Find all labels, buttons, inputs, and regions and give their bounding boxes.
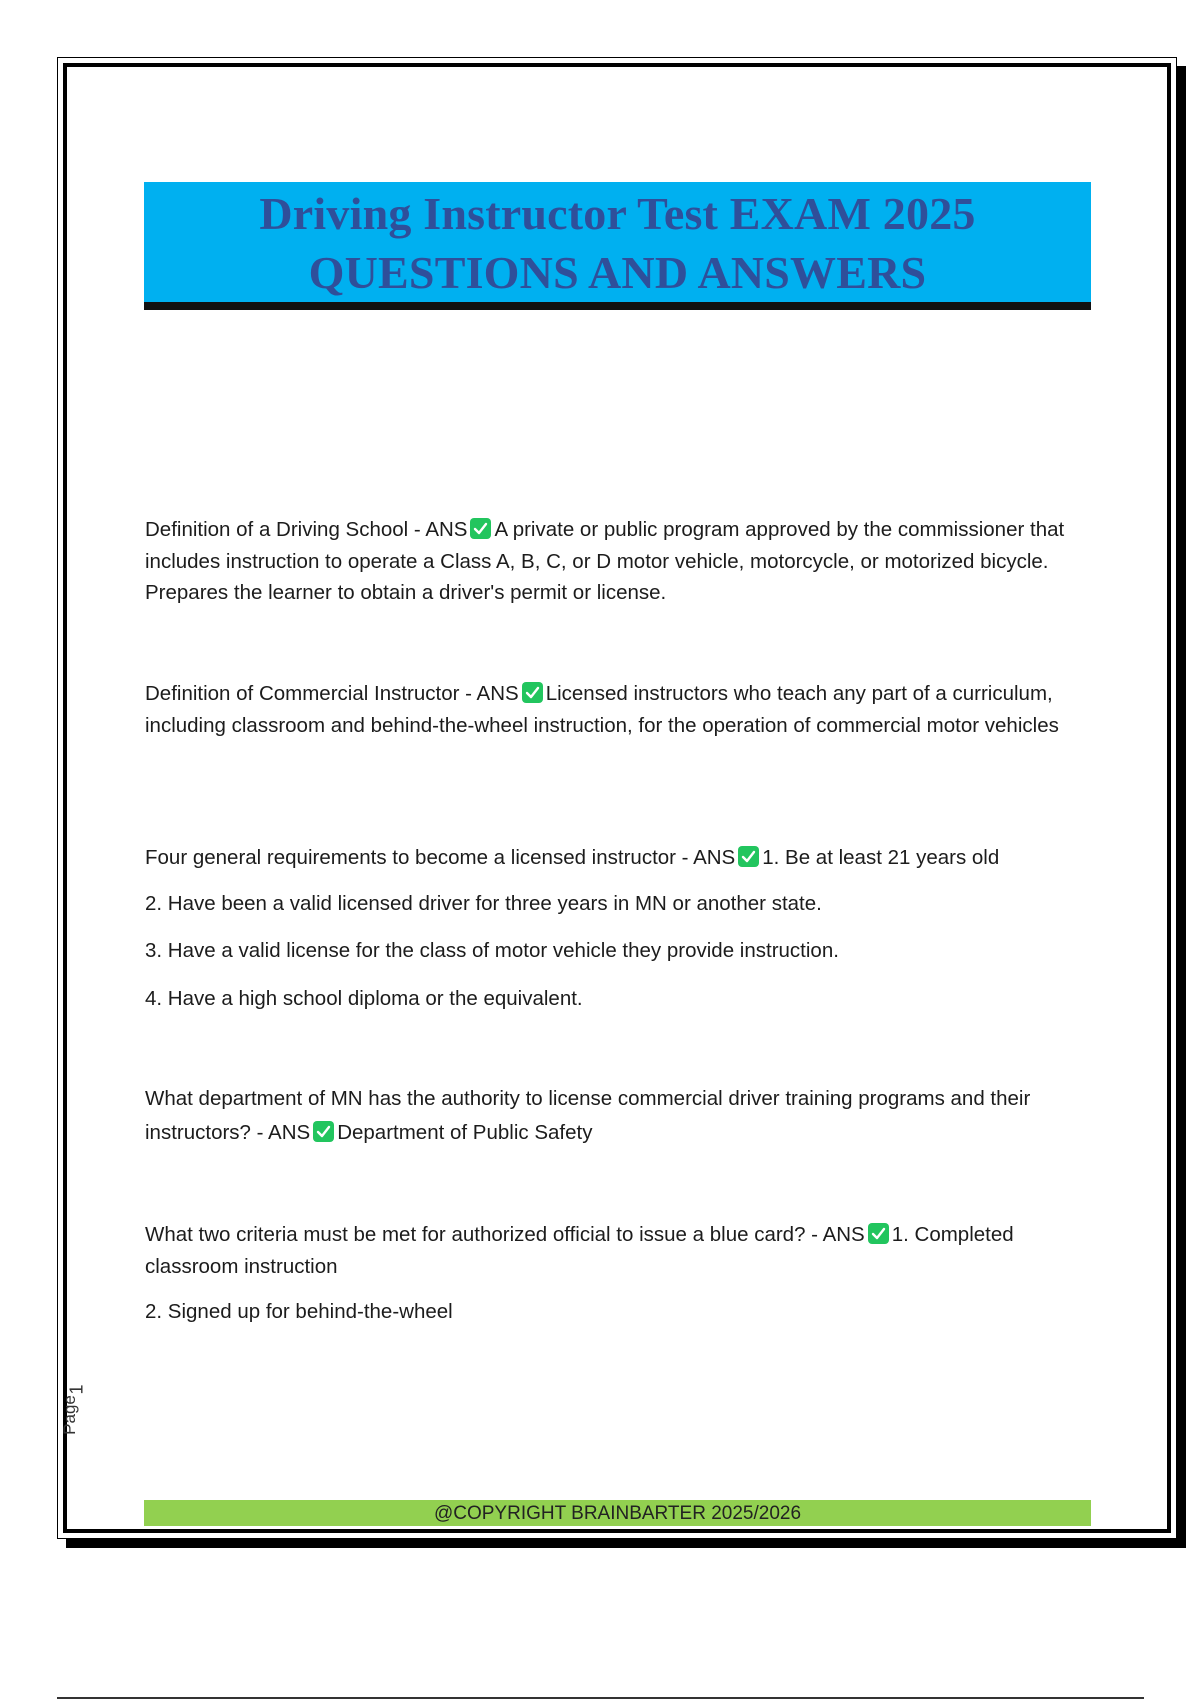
qa-paragraph <box>145 1219 1090 1282</box>
copyright-footer: @COPYRIGHT BRAINBARTER 2025/2026 <box>144 1500 1091 1526</box>
question-text: Definition of a Driving School - <box>145 518 426 541</box>
page-number: 1 <box>66 1384 87 1395</box>
qa-item <box>145 678 1090 741</box>
ans-marker: ANS <box>268 1121 311 1144</box>
question-text: What department of MN has the authority to license commercial driver training programs and their instructors? - <box>145 1087 1031 1144</box>
answer-continuation: 3. Have a valid license for the class of motor vehicle they provide instruction. <box>145 939 839 962</box>
answer-text: Department of Public Safety <box>337 1121 593 1144</box>
page-number-label <box>59 1384 92 1445</box>
qa-paragraph <box>145 842 1090 874</box>
qa-item <box>145 1082 1090 1150</box>
answer-continuation: 2. Signed up for behind-the-wheel <box>145 1300 453 1323</box>
check-mark-icon <box>522 682 543 703</box>
check-mark-icon <box>868 1223 889 1244</box>
title-line-2: QUESTIONS AND ANSWERS <box>308 247 927 298</box>
qa-paragraph <box>145 514 1090 609</box>
ans-marker: ANS <box>476 682 519 705</box>
qa-paragraph <box>145 1082 1090 1150</box>
answer-text: 1. Be at least 21 years old <box>762 846 1000 869</box>
question-text: What two criteria must be met for authorized official to issue a blue card? - <box>145 1223 823 1246</box>
check-mark-icon <box>470 518 491 539</box>
question-text: Definition of Commercial Instructor - <box>145 682 477 705</box>
bottom-divider <box>57 1697 1144 1699</box>
ans-marker: ANS <box>425 518 468 541</box>
check-mark-icon <box>738 846 759 867</box>
page-word: Page <box>59 1395 79 1435</box>
question-text: Four general requirements to become a licensed instructor - <box>145 846 694 869</box>
answer-text: 1. Completed classroom instruction <box>145 1223 1014 1278</box>
answer-continuation: 2. Have been a valid licensed driver for three years in MN or another state. <box>145 891 822 915</box>
ans-marker: ANS <box>693 846 736 869</box>
title-line-1: Driving Instructor Test EXAM 2025 <box>259 188 976 239</box>
qa-item <box>145 1219 1090 1328</box>
title-banner <box>144 182 1091 310</box>
ans-marker: ANS <box>822 1223 865 1246</box>
answer-continuation: 4. Have a high school diploma or the equivalent. <box>145 986 583 1010</box>
qa-paragraph <box>145 678 1090 741</box>
qa-item <box>145 842 1090 1014</box>
answer-text: Licensed instructors who teach any part of a curriculum, including classroom and behind-the-wheel instruction, for the operation of commercial motor vehicles <box>145 682 1059 737</box>
answer-text: A private or public program approved by the commissioner that includes instruction to operate a Class A, B, C, or D motor vehicle, motorcycle, or motorized bicycle. Prepares the learner to obtain a driver's permit or license. <box>145 518 1065 604</box>
check-mark-icon <box>313 1121 334 1142</box>
qa-item <box>145 514 1090 609</box>
